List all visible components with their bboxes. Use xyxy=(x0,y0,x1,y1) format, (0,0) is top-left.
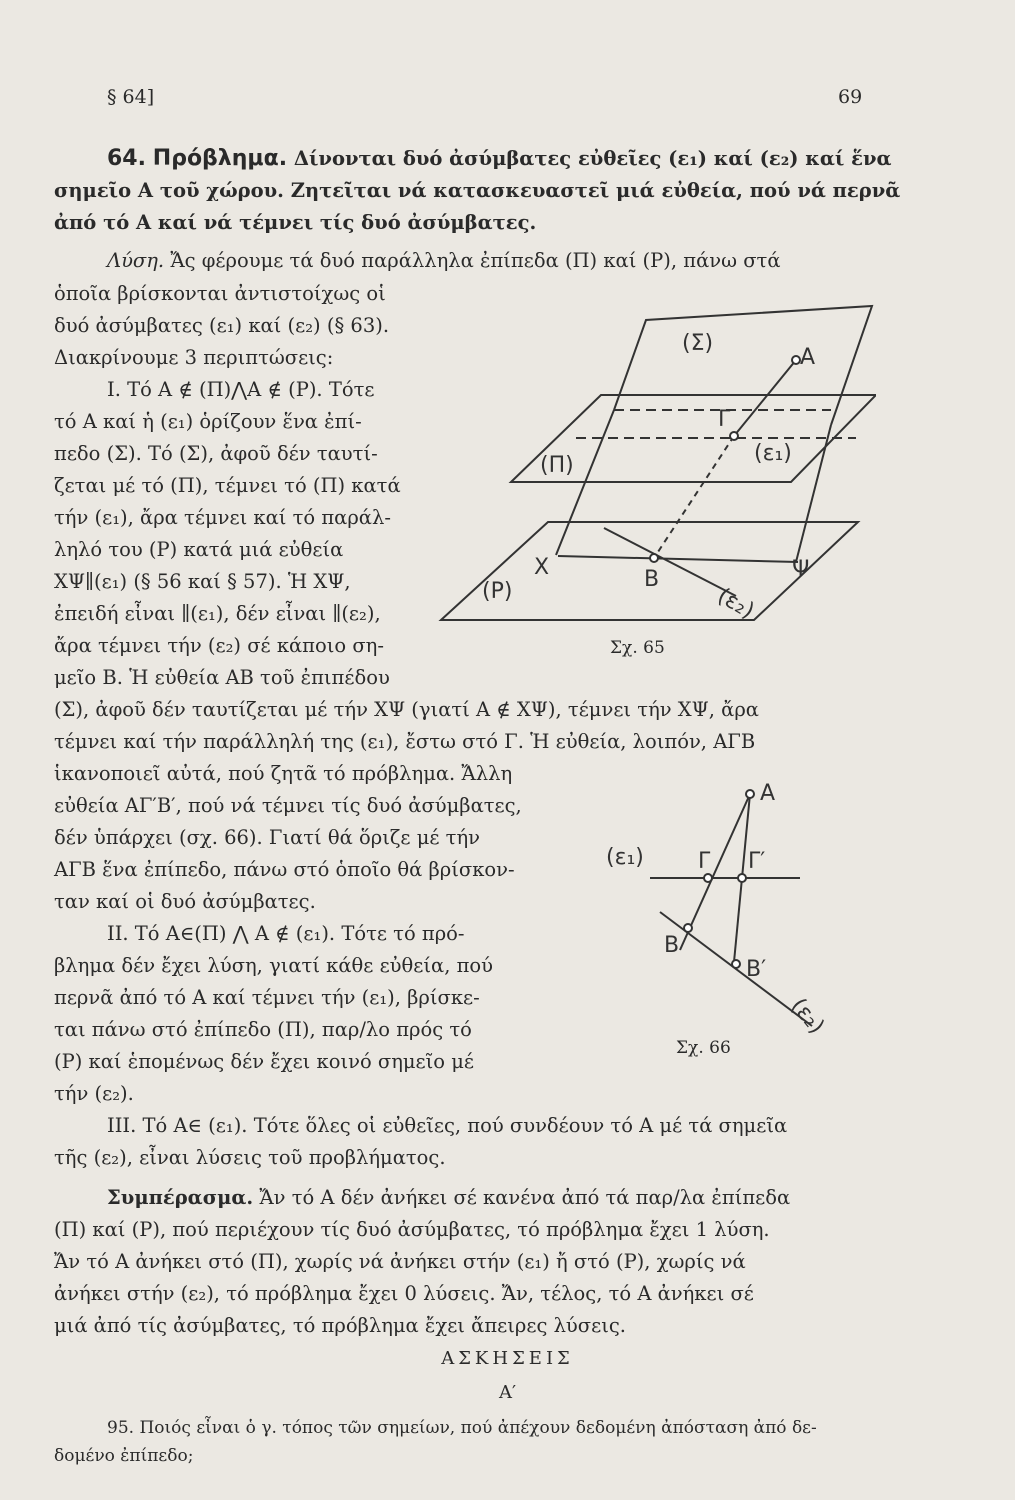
solution-line-28: τῆς (ε₂), εἶναι λύσεις τοῦ προβλήματος. xyxy=(54,1146,446,1169)
solution-line-17: εὐθεία ΑΓ′Β′, πού νά τέμνει τίς δυό ἀσύμβατες, xyxy=(54,794,522,817)
solution-line-14: (Σ), ἀφοῦ δέν ταυτίζεται μέ τήν ΧΨ (γιατί Α ∉ ΧΨ), τέμνει τήν ΧΨ, ἄρα xyxy=(54,698,759,721)
solution-line-8: τήν (ε₁), ἄρα τέμνει καί τό παράλ- xyxy=(54,506,391,529)
point-a xyxy=(792,356,800,364)
solution-line-23: περνᾶ ἀπό τό Α καί τέμνει τήν (ε₁), βρίσκε- xyxy=(54,986,480,1009)
solution-line-24: ται πάνω στό ἐπίπεδο (Π), παρ/λο πρός τό xyxy=(54,1018,472,1041)
label-g: Γ xyxy=(698,849,711,874)
line-x-psi xyxy=(558,556,798,562)
conclusion-line-3: ἀνήκει στήν (ε₂), τό πρόβλημα ἔχει 0 λύσεις. Ἄν, τέλος, τό Α ἀνήκει σέ xyxy=(54,1282,754,1305)
point-b xyxy=(650,554,658,562)
label-x: X xyxy=(534,555,550,580)
solution-line-2: δυό ἀσύμβατες (ε₁) καί (ε₂) (§ 63). xyxy=(54,314,390,337)
conclusion-line-2: Ἄν τό Α ἀνήκει στό (Π), χωρίς νά ἀνήκει στήν (ε₁) ἤ στό (Ρ), χωρίς νά xyxy=(54,1250,746,1273)
figure-66-caption: Σχ. 66 xyxy=(676,1038,731,1058)
label-e2: (ε₂) xyxy=(785,993,829,1039)
problem-line-1 xyxy=(107,143,892,175)
exercise-95-line-1: 95. Ποιός εἶναι ὁ γ. τόπος τῶν σημείων, πού ἀπέχουν δεδομένη ἀπόσταση ἀπό δε- xyxy=(107,1418,817,1438)
solution-line-3: Διακρίνουμε 3 περιπτώσεις: xyxy=(54,346,334,369)
figure-66 xyxy=(600,770,840,1040)
point-b xyxy=(684,924,692,932)
label-e1: (ε₁) xyxy=(754,441,792,466)
problem-number: 64. xyxy=(107,146,146,171)
solution-line-9: ληλό του (Ρ) κατά μιά εὐθεία xyxy=(54,538,344,561)
label-g: Γ xyxy=(718,407,731,432)
figure-65-svg xyxy=(436,300,876,640)
solution-line-25: (Ρ) καί ἑπομένως δέν ἔχει κοινό σημεῖο μέ xyxy=(54,1050,475,1073)
solution-line-20: ταν καί οἱ δυό ἀσύμβατες. xyxy=(54,890,316,913)
solution-label: Λύση. xyxy=(107,249,165,272)
exercise-95-line-2: δομένο ἐπίπεδο; xyxy=(54,1446,194,1466)
line-e2 xyxy=(604,528,736,596)
label-gp: Γ′ xyxy=(748,849,766,874)
label-b: B xyxy=(644,567,660,592)
exercises-subheading: Α′ xyxy=(498,1382,517,1403)
label-e2: (ε₂) xyxy=(713,583,759,625)
section-header: § 64] xyxy=(107,86,155,108)
label-bp: B′ xyxy=(746,957,767,982)
solution-line-10: ΧΨ∥(ε₁) (§ 56 καί § 57). Ἡ ΧΨ, xyxy=(54,570,351,593)
conclusion-line-1: (Π) καί (Ρ), πού περιέχουν τίς δυό ἀσύμβατες, τό πρόβλημα ἔχει 1 λύση. xyxy=(54,1218,770,1241)
label-b: B xyxy=(664,933,680,958)
problem-statement-3: ἀπό τό Α καί νά τέμνει τίς δυό ἀσύμβατες. xyxy=(54,211,537,234)
solution-line-5: τό Α καί ἡ (ε₁) ὁρίζουν ἕνα ἐπί- xyxy=(54,410,362,433)
label-a: A xyxy=(800,345,816,370)
solution-line-21: ΙΙ. Τό Α∈(Π) ⋀ Α ∉ (ε₁). Τότε τό πρό- xyxy=(107,922,465,945)
solution-line-11: ἐπειδή εἶναι ∥(ε₁), δέν εἶναι ∥(ε₂), xyxy=(54,602,381,625)
solution-line-4: Ι. Τό Α ∉ (Π)⋀Α ∉ (Ρ). Τότε xyxy=(107,378,375,401)
solution-line-12: ἄρα τέμνει τήν (ε₂) σέ κάποιο ση- xyxy=(54,634,384,657)
point-g xyxy=(704,874,712,882)
solution-line-13: μεῖο Β. Ἡ εὐθεία ΑΒ τοῦ ἐπιπέδου xyxy=(54,666,390,689)
solution-line-18: δέν ὑπάρχει (σχ. 66). Γιατί θά ὅριζε μέ τήν xyxy=(54,826,481,849)
problem-title: Πρόβλημα. xyxy=(152,146,288,171)
solution-line-1: ὁποῖα βρίσκονται ἀντιστοίχως οἱ xyxy=(54,282,386,305)
label-rho: (Ρ) xyxy=(482,579,513,604)
point-g xyxy=(730,432,738,440)
label-sigma: (Σ) xyxy=(682,331,714,356)
label-pi: (Π) xyxy=(540,453,574,478)
solution-line-0: Λύση. Ἄς φέρουμε τά δυό παράλληλα ἐπίπεδα (Π) καί (Ρ), πάνω στά xyxy=(107,249,781,272)
label-a: A xyxy=(760,781,776,806)
figure-66-svg xyxy=(600,770,840,1040)
solution-line-16: ἱκανοποιεῖ αὐτά, πού ζητᾶ τό πρόβλημα. Ἄλλη xyxy=(54,762,513,785)
sigma-edge-right xyxy=(796,425,831,562)
solution-line-27: ΙΙΙ. Τό Α∈ (ε₁). Τότε ὅλες οἱ εὐθεῖες, πού συνδέουν τό Α μέ τά σημεῖα xyxy=(107,1114,788,1137)
line-a-g xyxy=(734,360,796,436)
label-e1: (ε₁) xyxy=(606,845,644,870)
conclusion-label: Συμπέρασμα. xyxy=(107,1186,254,1209)
label-psi: Ψ xyxy=(792,557,810,582)
figure-65 xyxy=(436,300,876,640)
point-bp xyxy=(732,960,740,968)
problem-statement-1: Δίνονται δυό ἀσύμβατες εὐθεῖες (ε₁) καί (ε₂) καί ἕνα xyxy=(293,147,892,170)
point-a xyxy=(746,790,754,798)
line-g-b xyxy=(654,436,734,558)
exercises-heading: ΑΣΚΗΣΕΙΣ xyxy=(441,1348,574,1369)
solution-line-19: ΑΓΒ ἕνα ἐπίπεδο, πάνω στό ὁποῖο θά βρίσκον- xyxy=(54,858,515,881)
page-number: 69 xyxy=(838,86,863,108)
solution-line-22: βλημα δέν ἔχει λύση, γιατί κάθε εὐθεία, πού xyxy=(54,954,493,977)
figure-65-caption: Σχ. 65 xyxy=(610,638,665,658)
solution-line-6: πεδο (Σ). Τό (Σ), ἀφοῦ δέν ταυτί- xyxy=(54,442,378,465)
point-gp xyxy=(738,874,746,882)
solution-line-7: ζεται μέ τό (Π), τέμνει τό (Π) κατά xyxy=(54,474,401,497)
plane-sigma xyxy=(614,306,872,425)
solution-line-15: τέμνει καί τήν παράλληλή της (ε₁), ἔστω στό Γ. Ἡ εὐθεία, λοιπόν, ΑΓΒ xyxy=(54,730,756,753)
solution-line-26: τήν (ε₂). xyxy=(54,1082,134,1105)
conclusion-line-4: μιά ἀπό τίς ἀσύμβατες, τό πρόβλημα ἔχει ἄπειρες λύσεις. xyxy=(54,1314,626,1337)
conclusion-line-0: Συμπέρασμα. Ἄν τό Α δέν ἀνήκει σέ κανένα ἀπό τά παρ/λα ἐπίπεδα xyxy=(107,1186,791,1209)
problem-statement-2: σημεῖο Α τοῦ χώρου. Ζητεῖται νά κατασκευαστεῖ μιά εὐθεία, πού νά περνᾶ xyxy=(54,179,901,202)
